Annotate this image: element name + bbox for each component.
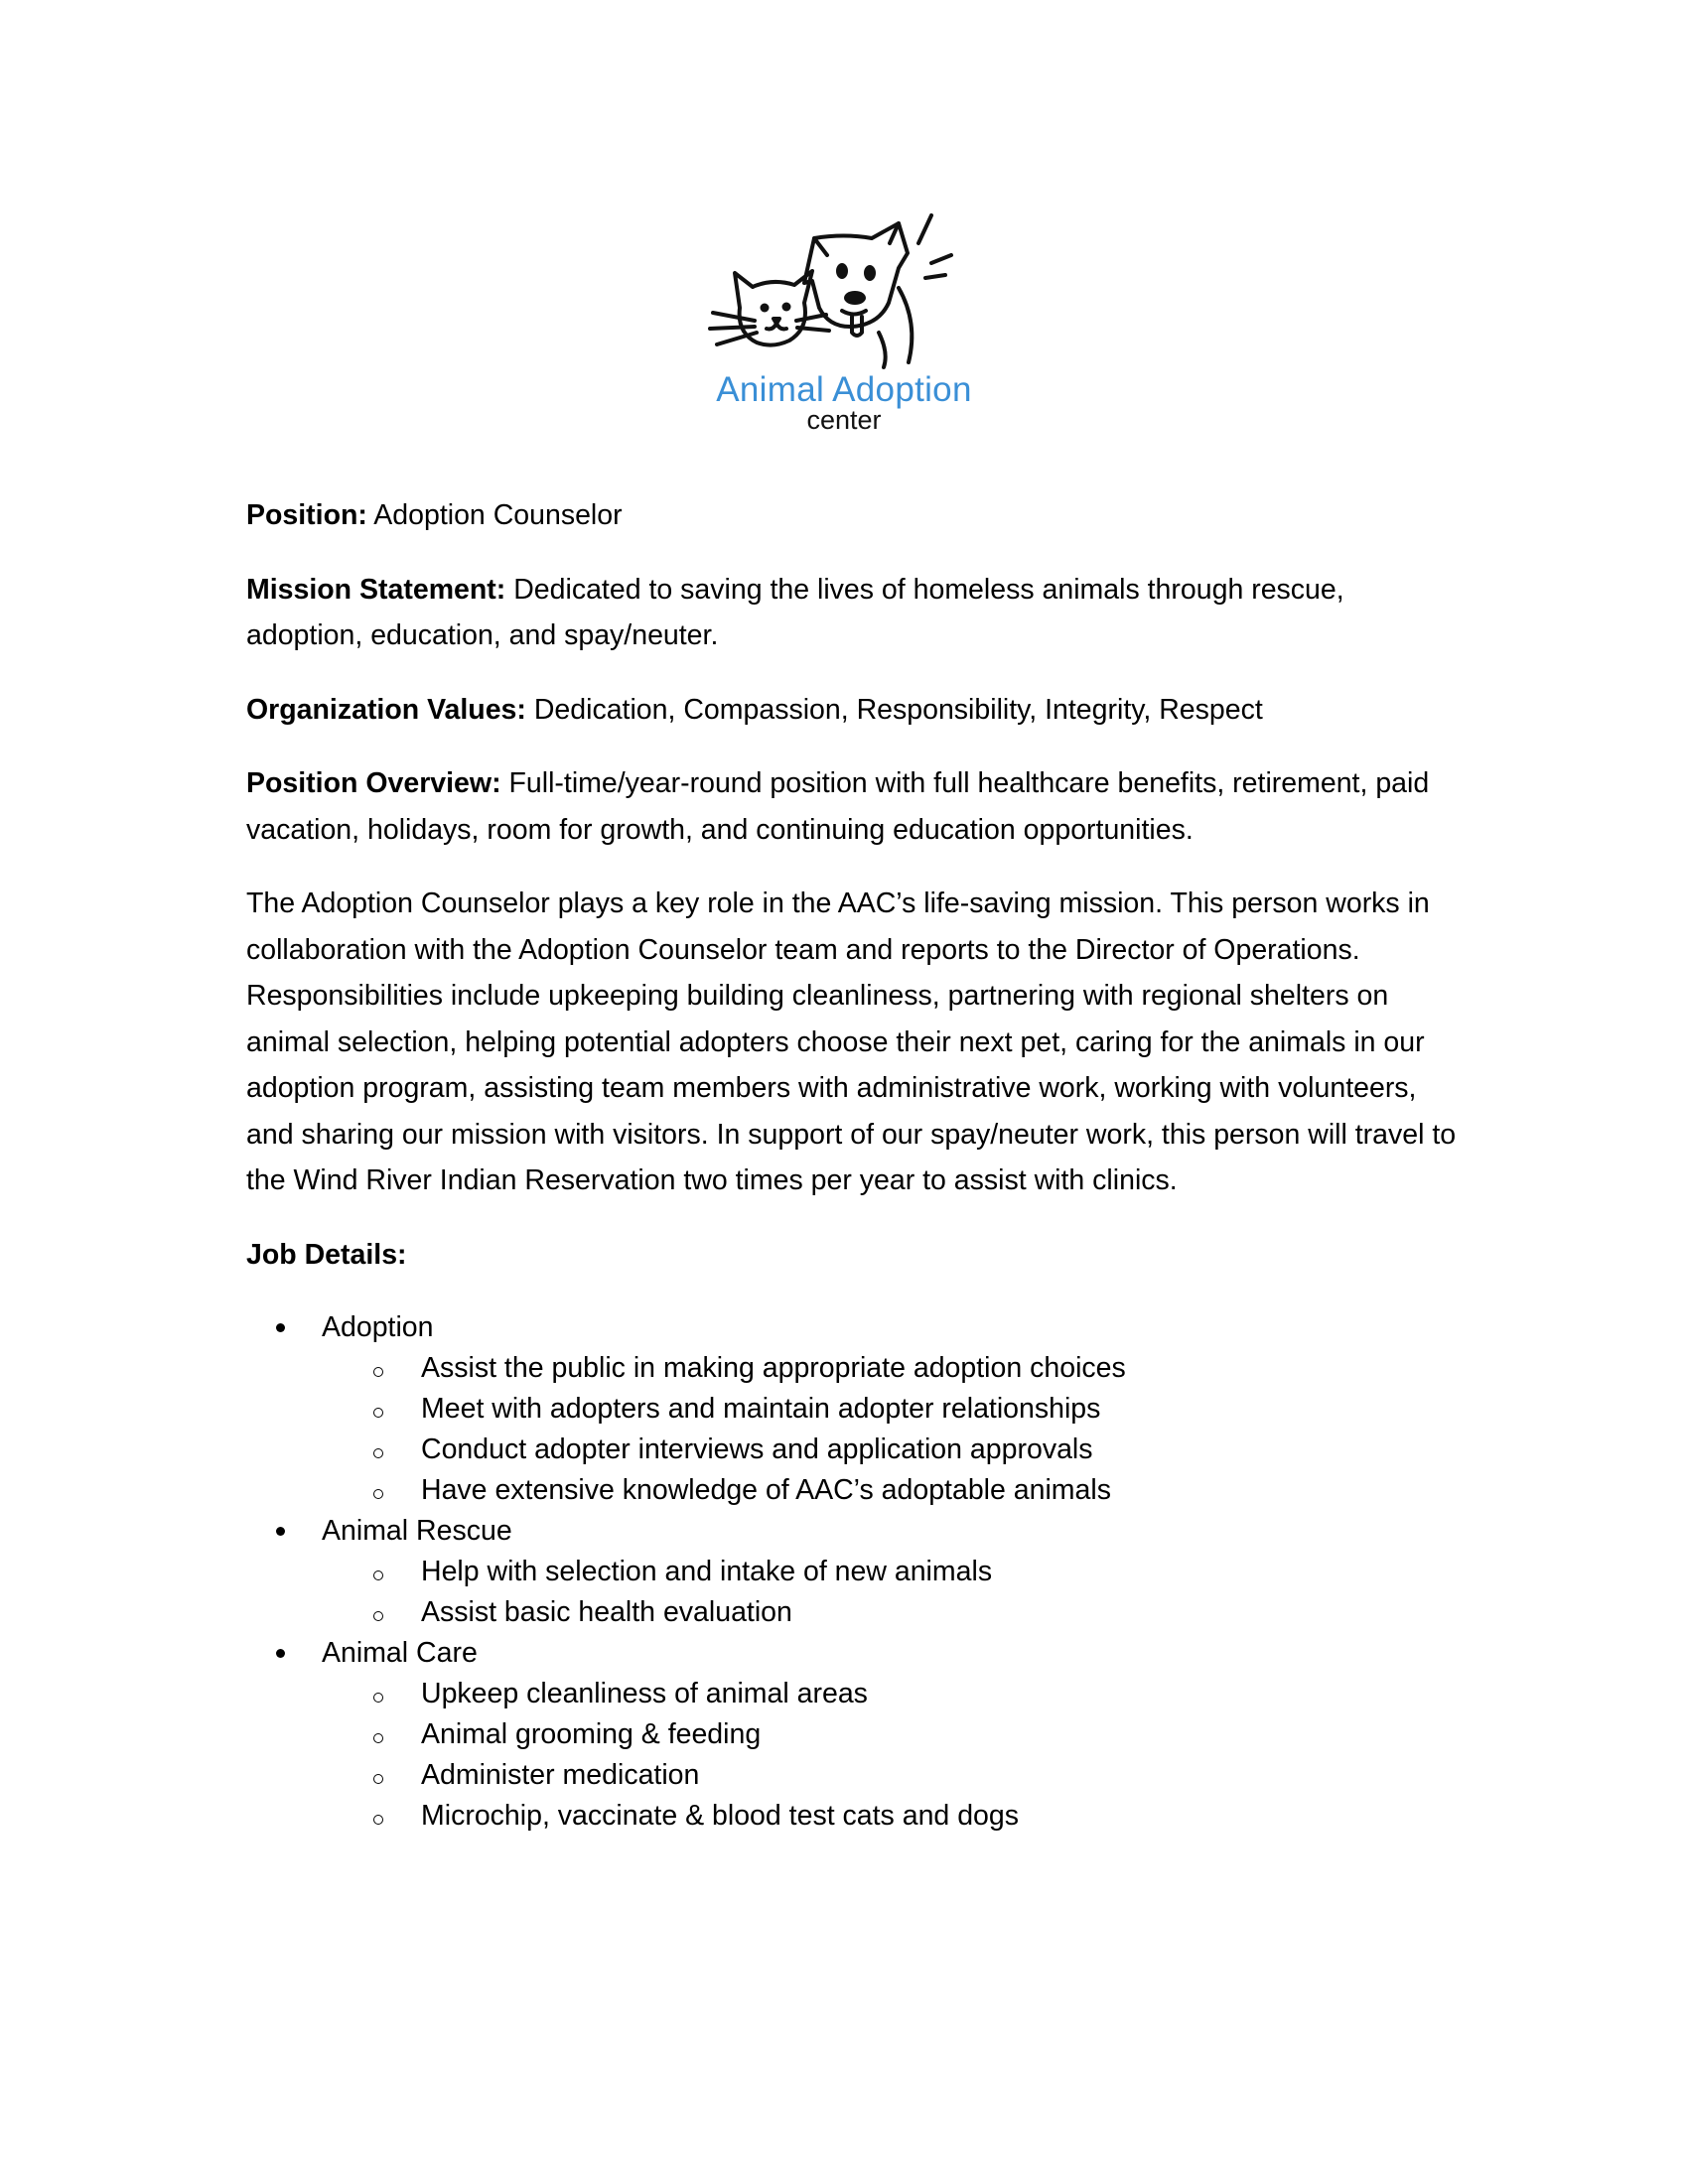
list-item <box>246 1511 1458 1633</box>
list-item: Meet with adopters and maintain adopter relationships <box>322 1389 1458 1430</box>
list-item: Microchip, vaccinate & blood test cats and dogs <box>322 1796 1458 1837</box>
sub-list <box>322 1348 1458 1511</box>
list-item: Upkeep cleanliness of animal areas <box>322 1674 1458 1714</box>
logo-subtitle: center <box>806 405 882 435</box>
list-item <box>246 1307 1458 1511</box>
document-body <box>246 492 1458 1837</box>
section-title: Adoption <box>322 1311 434 1343</box>
field-value: Dedication, Compassion, Responsibility, Integrity, Respect <box>533 693 1263 726</box>
list-item: Conduct adopter interviews and application approvals <box>322 1430 1458 1470</box>
list-item: Assist basic health evaluation <box>322 1592 1458 1633</box>
bullet-icon <box>276 1527 285 1536</box>
position-overview-field <box>246 760 1458 853</box>
sub-list <box>322 1674 1458 1837</box>
job-details-list <box>246 1307 1458 1837</box>
circle-bullet-icon <box>373 1693 383 1703</box>
field-value: Dedicated to saving the lives of homeless animals through rescue, adoption, education, and spay/neuter. <box>246 573 1344 651</box>
position-field <box>246 492 1458 539</box>
field-label: Position: <box>246 499 367 531</box>
bullet-icon <box>276 1323 285 1332</box>
field-value: Full-time/year-round position with full healthcare benefits, retirement, paid vacation, holidays, room for growth, and continuing education opportunities. <box>246 767 1430 846</box>
list-item: Animal grooming & feeding <box>322 1714 1458 1755</box>
circle-bullet-icon <box>373 1611 383 1621</box>
circle-bullet-icon <box>373 1408 383 1418</box>
description-paragraph: The Adoption Counselor plays a key role in the AAC’s life-saving mission. This person works in collaboration with the Adoption Counselor team and reports to the Director of Operations. Responsibilities include upkeeping building cleanliness, partnering with regional shelters on animal selection, helping potential adopters choose their next pet, caring for the animals in our adoption program, assisting team members with administrative work, working with volunteers, and sharing our mission with visitors. In support of our spay/neuter work, this person will travel to the Wind River Indian Reservation two times per year to assist with clinics. <box>246 887 1457 1196</box>
list-item: Assist the public in making appropriate adoption choices <box>322 1348 1458 1389</box>
field-label: Position Overview: <box>246 767 501 799</box>
circle-bullet-icon <box>373 1489 383 1499</box>
list-item: Help with selection and intake of new animals <box>322 1552 1458 1592</box>
logo <box>695 204 993 437</box>
section-title: Animal Rescue <box>322 1515 512 1547</box>
sub-list <box>322 1552 1458 1633</box>
job-details-heading: Job Details: <box>246 1238 407 1271</box>
mission-statement-field <box>246 567 1458 659</box>
field-label: Mission Statement: <box>246 573 506 606</box>
circle-bullet-icon <box>373 1815 383 1825</box>
circle-bullet-icon <box>373 1733 383 1743</box>
list-item <box>246 1633 1458 1837</box>
field-value: Adoption Counselor <box>373 499 623 531</box>
logo-title: Animal Adoption <box>716 370 972 409</box>
list-item: Have extensive knowledge of AAC’s adoptable animals <box>322 1470 1458 1511</box>
circle-bullet-icon <box>373 1448 383 1458</box>
circle-bullet-icon <box>373 1570 383 1580</box>
circle-bullet-icon <box>373 1774 383 1784</box>
bullet-icon <box>276 1649 285 1658</box>
field-label: Organization Values: <box>246 693 526 726</box>
list-item: Administer medication <box>322 1755 1458 1796</box>
cat-and-dog-illustration <box>695 204 993 372</box>
circle-bullet-icon <box>373 1367 383 1377</box>
organization-values-field <box>246 687 1458 734</box>
section-title: Animal Care <box>322 1637 478 1669</box>
